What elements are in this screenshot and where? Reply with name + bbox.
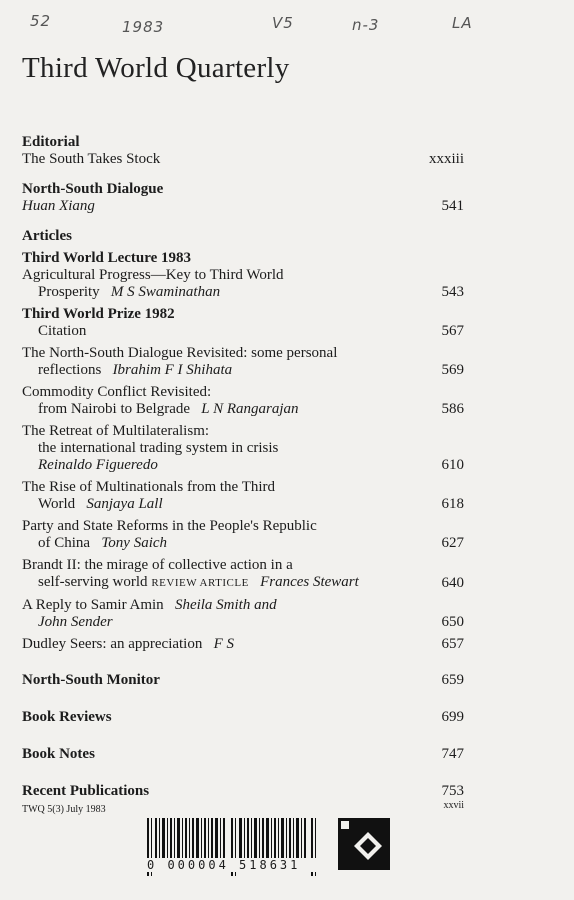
toc-article xyxy=(22,423,464,474)
entry-title: A Reply to Samir Amin xyxy=(22,597,164,613)
entry-title: Dudley Seers: an appreciation xyxy=(22,636,203,652)
entry-title: The South Takes Stock xyxy=(22,151,161,167)
barcode-digits: 0 000004 518631 xyxy=(147,858,331,872)
entry-author: Frances Stewart xyxy=(260,574,359,590)
toc-article xyxy=(22,479,464,513)
entry-title: Brandt II: the mirage of collective action in a xyxy=(22,557,293,573)
page-number: 627 xyxy=(441,535,464,551)
handwritten-number: n-3 xyxy=(352,16,380,34)
entry-author: Huan Xiang xyxy=(22,198,95,214)
entry-title: The Rise of Multinationals from the Third xyxy=(22,479,276,495)
toc-editorial xyxy=(22,134,464,168)
folio: xxvii xyxy=(443,800,464,811)
section-heading: Book Notes xyxy=(22,746,95,762)
entry-author: Tony Saich xyxy=(101,535,168,551)
section-heading: North-South Dialogue xyxy=(22,181,164,197)
toc-article xyxy=(22,557,464,592)
toc-article xyxy=(22,345,464,379)
entry-title-cont: of China xyxy=(38,535,91,551)
page-number: 610 xyxy=(441,457,464,473)
toc-dialogue xyxy=(22,181,464,215)
handwritten-initials: LA xyxy=(452,14,473,32)
entry-title: Agricultural Progress—Key to Third World xyxy=(22,267,284,283)
subsection-heading: Third World Prize 1982 xyxy=(22,306,175,322)
entry-author: Ibrahim F I Shihata xyxy=(112,362,233,378)
page-number: 659 xyxy=(441,672,464,688)
entry-title-cont: World xyxy=(38,496,76,512)
toc-article xyxy=(22,384,464,418)
page-number: 618 xyxy=(441,496,464,512)
handwritten-volume: V5 xyxy=(272,14,294,32)
page-number: 699 xyxy=(441,709,464,725)
page-number: xxxiii xyxy=(428,151,464,167)
toc-book-notes xyxy=(22,746,464,763)
page-number: 640 xyxy=(441,575,464,591)
page-number: 541 xyxy=(441,198,464,214)
toc-book-reviews xyxy=(22,709,464,726)
entry-title: Commodity Conflict Revisited: xyxy=(22,384,212,400)
page-number: 650 xyxy=(441,614,464,630)
entry-title-cont: reflections xyxy=(38,362,102,378)
subsection-heading: Third World Lecture 1983 xyxy=(22,250,192,266)
page-number: 543 xyxy=(441,284,464,300)
toc-article xyxy=(22,597,464,631)
publisher-logo-icon xyxy=(338,818,390,870)
section-heading: Book Reviews xyxy=(22,709,112,725)
handwritten-year: 1983 xyxy=(122,18,165,36)
entry-title: Citation xyxy=(38,323,87,339)
section-heading: Articles xyxy=(22,228,72,244)
entry-title: The North-South Dialogue Revisited: some personal xyxy=(22,345,338,361)
entry-author: M S Swaminathan xyxy=(110,284,221,300)
page-number: 569 xyxy=(441,362,464,378)
entry-author: L N Rangarajan xyxy=(201,401,299,417)
table-of-contents xyxy=(22,134,464,800)
section-heading: Recent Publications xyxy=(22,783,150,799)
entry-title: The Retreat of Multilateralism: xyxy=(22,423,210,439)
toc-monitor xyxy=(22,672,464,689)
entry-author: Sheila Smith and xyxy=(174,597,277,613)
review-article-tag: REVIEW ARTICLE xyxy=(151,577,249,589)
entry-author: Sanjaya Lall xyxy=(86,496,163,512)
toc-recent-publications xyxy=(22,783,464,800)
entry-author: Reinaldo Figueredo xyxy=(38,457,158,473)
toc-prize xyxy=(22,306,464,340)
toc-lecture xyxy=(22,250,464,301)
section-heading: Editorial xyxy=(22,134,80,150)
entry-title-cont: from Nairobi to Belgrade xyxy=(38,401,191,417)
handwritten-note: 52 xyxy=(30,12,52,30)
entry-author: F S xyxy=(213,636,235,652)
section-heading: North-South Monitor xyxy=(22,672,160,688)
toc-article xyxy=(22,636,464,653)
entry-author-cont: John Sender xyxy=(38,614,113,630)
journal-title: Third World Quarterly xyxy=(22,52,290,84)
entry-title-cont: self-serving world xyxy=(38,574,148,590)
page-number: 567 xyxy=(441,323,464,339)
page-number: 657 xyxy=(441,636,464,652)
issue-line: TWQ 5(3) July 1983 xyxy=(22,804,106,815)
page-number: 747 xyxy=(441,746,464,762)
toc-article xyxy=(22,518,464,552)
entry-title: Party and State Reforms in the People's Republic xyxy=(22,518,317,534)
entry-title-cont: Prosperity xyxy=(38,284,100,300)
page-number: 753 xyxy=(441,783,464,799)
entry-title-cont: the international trading system in crisis xyxy=(38,440,279,456)
page-number: 586 xyxy=(441,401,464,417)
